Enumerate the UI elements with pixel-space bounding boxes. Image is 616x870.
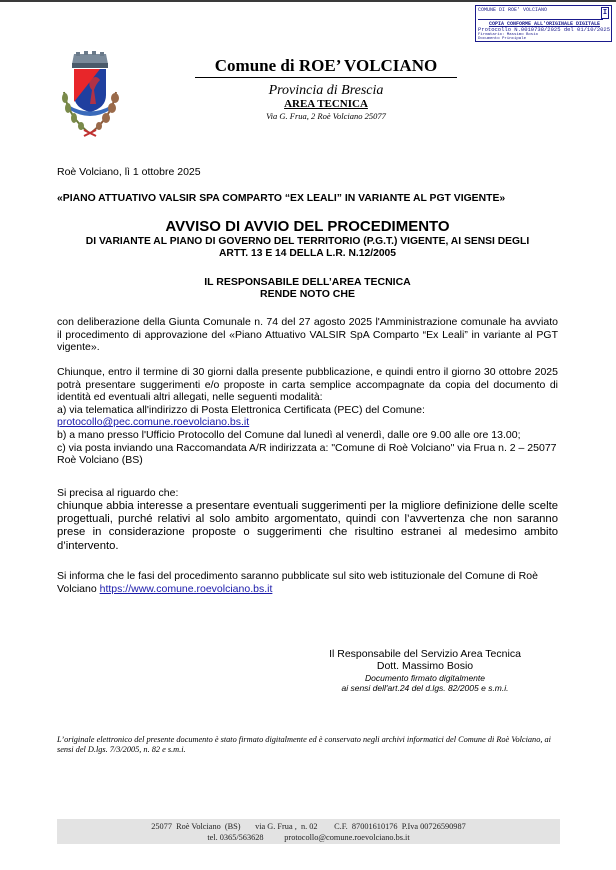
protocol-stamp	[475, 5, 612, 42]
department-label: AREA TECNICA	[284, 98, 368, 110]
paragraph-submission	[57, 366, 558, 467]
website-link[interactable]: https://www.comune.roevolciano.bs.it	[99, 582, 273, 595]
signature-role: Il Responsabile del Servizio Area Tecnica	[329, 648, 521, 660]
stamp-doc-type: Documento Principale	[478, 37, 527, 41]
submission-intro: Chiunque, entro il termine di 30 giorni dalla presente pubblicazione, e quindi entro il giorno 30 ottobre 2025 potrà presentare suggerimenti e/o proposte in carta semplice accompagnate da copia del documento di identità ed eventuali altri allegati, nelle seguenti modalità:	[57, 366, 558, 404]
date-line: Roè Volciano, lì 1 ottobre 2025	[57, 166, 201, 178]
stamp-signer: Firmatario: Massimo Bosio	[478, 33, 539, 37]
digital-signature-note: Documento firmato digitalmente	[364, 672, 485, 683]
responsible-heading	[57, 276, 558, 301]
signature-block	[300, 648, 550, 694]
digital-signature-law: ai sensi dell'art.24 del d.lgs. 82/2005 e s.m.i.	[341, 683, 509, 694]
option-c: c) via posta inviando una Raccomandata A/R indirizzata a: "Comune di Roè Volciano" via Frua n. 2 – 25077 Roè Volciano (BS)	[57, 441, 557, 467]
header-divider	[195, 77, 457, 78]
notice-subtitle-line-2: ARTT. 13 E 14 DELLA L.R. N.12/2005	[218, 248, 396, 260]
responsible-line-1: IL RESPONSABILE DELL’AREA TECNICA	[204, 276, 411, 288]
responsible-line-2: RENDE NOTO CHE	[260, 288, 355, 301]
website-info-text: Si informa che le fasi del procedimento saranno pubblicate sul sito web istituzionale del Comune di Roè Volciano	[57, 570, 538, 595]
paragraph-clarification	[57, 487, 558, 553]
signature-name: Dott. Massimo Bosio	[376, 660, 474, 673]
coat-of-arms-icon	[50, 50, 130, 140]
paragraph-deliberation: con deliberazione della Giunta Comunale n. 74 del 27 agosto 2025 l'Amministrazione comunale ha avviato il procedimento di approvazione del «Piano Attuativo VALSIR SpA Comparto “Ex Leali” in variante al PGT vigente».	[57, 316, 558, 354]
municipality-title: Comune di ROE’ VOLCIANO	[214, 56, 438, 75]
province-label: Provincia di Brescia	[268, 83, 384, 98]
stamp-entity: COMUNE DI ROE' VOLCIANO	[478, 7, 603, 20]
option-a: a) via telematica all'indirizzo di Posta Elettronica Certificata (PEC) del Comune:	[57, 403, 425, 416]
stamp-flag: I	[602, 9, 608, 17]
notice-subtitle-line-1: DI VARIANTE AL PIANO DI GOVERNO DEL TERRITORIO (P.G.T.) VIGENTE, AI SENSI DEGLI	[85, 236, 530, 247]
clarification-body: chiunque abbia interesse a presentare eventuali suggerimenti per la migliore definizione delle scelte progettuali, purché relativi al solo ambito argomentato, quindi con l’avvertenza che non saranno prese in considerazione proposte o suggerimenti che risultino estranei al medesimo ambito d’intervento.	[57, 499, 558, 552]
option-b: b) a mano presso l'Ufficio Protocollo del Comune dal lunedì al venerdì, dalle ore 9.00 alle ore 13.00;	[57, 428, 521, 441]
header-address: Via G. Frua, 2 Roè Volciano 25077	[266, 111, 386, 121]
notice-title: AVVISO DI AVVIO DEL PROCEDIMENTO	[165, 218, 450, 235]
window-top-edge	[0, 0, 616, 2]
notice-subtitle	[57, 236, 558, 261]
legal-note: L’originale elettronico del presente documento è stato firmato digitalmente ed è conservato negli archivi informatici del Comune di Roè Volciano, ai sensi del D.lgs. 7/3/2005, n. 82 e s.m.i.	[57, 735, 551, 754]
stamp-copy-label: COPIA CONFORME ALL'ORIGINALE DIGITALE	[488, 21, 601, 27]
paragraph-website	[57, 570, 558, 595]
pec-email-link[interactable]: protocollo@pec.comune.roevolciano.bs.it	[57, 416, 250, 429]
stamp-protocol-number: Protocollo N.0010738/2025 del 01/10/2025	[478, 26, 611, 33]
footer-address-line: 25077 Roè Volciano (BS) via G. Frua , n. 02 C.F. 87001610176 P.Iva 00726590987	[151, 822, 466, 831]
page-footer	[57, 819, 560, 844]
footer-contact-line: tel. 0365/563628 protocollo@comune.roevolciano.bs.it	[207, 833, 410, 842]
clarification-intro: Si precisa al riguardo che:	[57, 487, 179, 499]
subject-line: «PIANO ATTUATIVO VALSIR SPA COMPARTO “EX LEALI” IN VARIANTE AL PGT VIGENTE»	[57, 193, 506, 204]
